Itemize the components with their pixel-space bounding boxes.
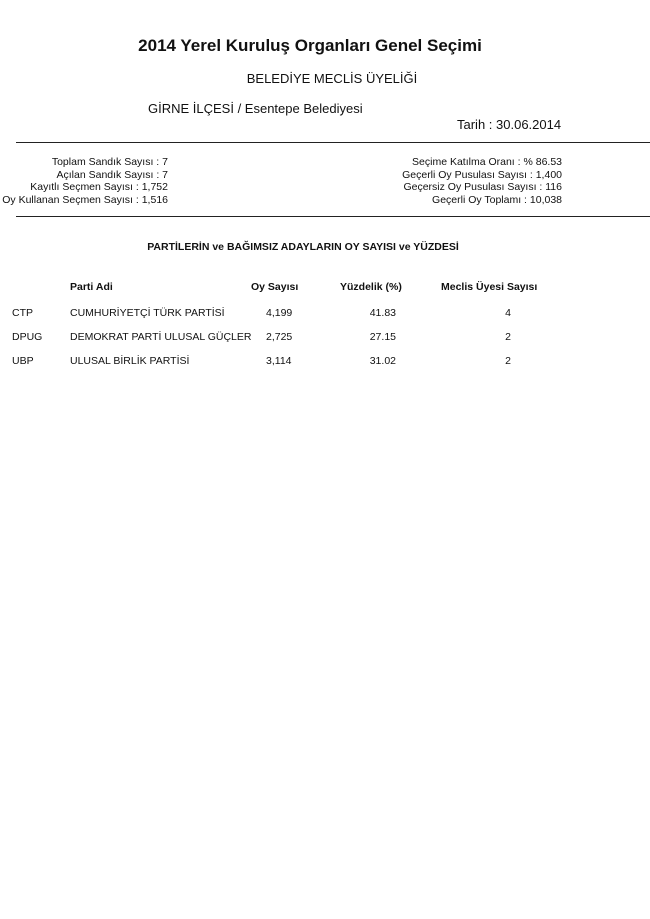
stat-opened-boxes: Açılan Sandık Sayısı : 7 — [56, 168, 168, 181]
top-divider — [16, 142, 650, 143]
column-header-votes: Oy Sayısı — [251, 281, 299, 293]
party-percent: 27.15 — [369, 331, 396, 343]
party-percent: 31.02 — [369, 355, 396, 367]
party-name: DEMOKRAT PARTİ ULUSAL GÜÇLER — [70, 331, 252, 343]
report-date: Tarih : 30.06.2014 — [457, 117, 562, 132]
column-header-percent: Yüzdelik (%) — [340, 281, 402, 293]
party-seats: 2 — [505, 331, 511, 343]
vote-stats — [402, 156, 562, 206]
party-votes: 3,114 — [266, 355, 292, 367]
column-header-seats: Meclis Üyesi Sayısı — [441, 281, 538, 293]
page-subtitle: BELEDİYE MECLİS ÜYELİĞİ — [246, 71, 418, 86]
party-votes: 4,199 — [266, 307, 293, 319]
results-section-title: PARTİLERİN ve BAĞIMSIZ ADAYLARIN OY SAYISI ve YÜZDESİ — [147, 241, 459, 253]
stat-turnout-rate: Seçime Katılma Oranı : % 86.53 — [412, 156, 562, 168]
party-seats: 4 — [505, 307, 511, 319]
stat-valid-vote-total: Geçerli Oy Toplamı : 10,038 — [432, 193, 562, 206]
party-code: CTP — [12, 307, 33, 319]
column-header-party: Parti Adi — [70, 281, 113, 293]
party-code: UBP — [12, 355, 34, 367]
party-percent: 41.83 — [369, 307, 396, 319]
party-votes: 2,725 — [266, 331, 293, 343]
bottom-divider — [16, 216, 650, 217]
page-title: 2014 Yerel Kuruluş Organları Genel Seçimi — [138, 36, 482, 55]
stat-total-boxes: Toplam Sandık Sayısı : 7 — [51, 156, 168, 168]
stat-voters-cast: Oy Kullanan Seçmen Sayısı : 1,516 — [2, 193, 168, 206]
stat-valid-ballots: Geçerli Oy Pusulası Sayısı : 1,400 — [402, 168, 562, 181]
party-code: DPUG — [12, 331, 43, 343]
stat-registered-voters: Kayıtlı Seçmen Sayısı : 1,752 — [30, 181, 168, 193]
party-name: CUMHURİYETÇİ TÜRK PARTİSİ — [70, 307, 225, 319]
party-seats: 2 — [505, 355, 511, 367]
ballot-box-stats — [2, 156, 168, 206]
district-heading: GİRNE İLÇESİ / Esentepe Belediyesi — [148, 101, 363, 116]
party-name: ULUSAL BİRLİK PARTİSİ — [70, 355, 190, 367]
stat-invalid-ballots: Geçersiz Oy Pusulası Sayısı : 116 — [403, 181, 562, 193]
